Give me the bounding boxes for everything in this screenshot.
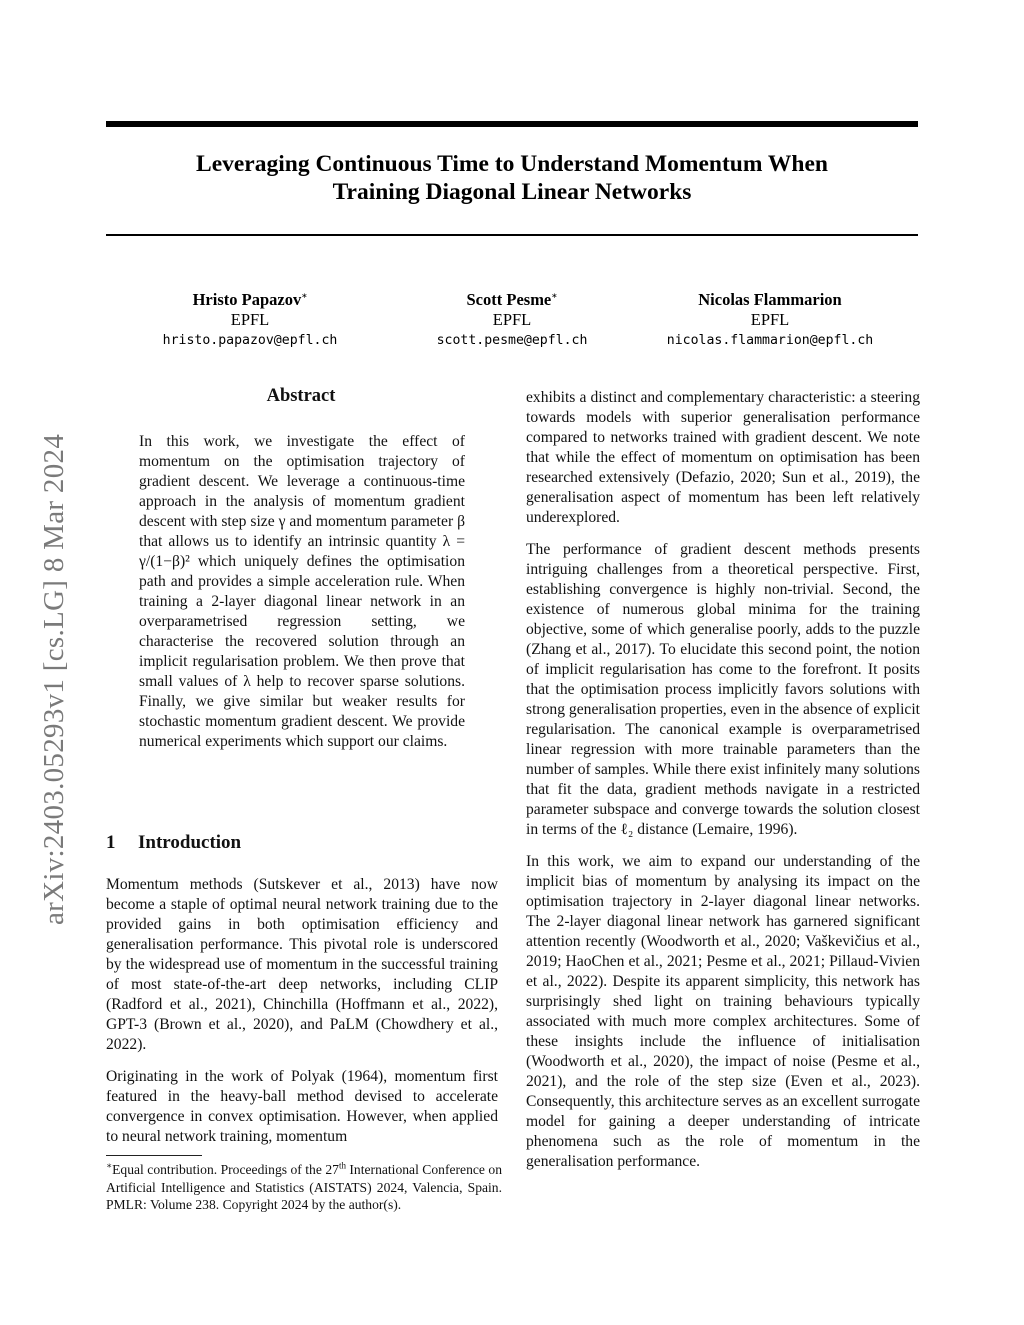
right-column-text	[526, 388, 920, 1172]
abstract-text: In this work, we investigate the effect of momentum on the optimisation trajectory of gradient descent. We leverage a continuous-time approach in the analysis of momentum gradient descent with step size γ and momentum parameter β that allows us to identify an intrinsic quantity λ = γ/(1−β)² which uniquely defines the optimisation path and provides a simple acceleration rule. When training a 2-layer diagonal linear network in an overparametrised regression setting, we characterise the recovered solution through an implicit regularisation problem. We then prove that small values of λ help to recover sparse solutions. Finally, we give similar but weaker results for stochastic momentum gradient descent. We provide numerical experiments which support our claims.	[139, 433, 465, 750]
section-heading-introduction	[106, 832, 241, 854]
paragraph: The performance of gradient descent methods presents intriguing challenges from a theoretical perspective. First, establishing convergence is highly non-trivial. Second, the existence of numerous global minima for the training objective, some of which generalise poorly, adds to the puzzle (Zhang et al., 2017). To elucidate this second point, the notion of implicit regularisation has come to the forefront. It posits that the optimisation process implicitly favors solutions with strong generalisation properties, even in the absence of explicit regularisation. The canonical example is overparametrised linear regression with more trainable parameters than the number of samples. While there exist infinitely many solutions that fit the data, gradient methods navigate in a restricted parameter subspace and converge towards the solution closest in terms of the ℓ₂ distance (Lemaire, 1996).	[526, 541, 920, 838]
paragraph: Originating in the work of Polyak (1964), momentum first featured in the heavy-ball method devised to accelerate convergence in convex optimisation. However, when applied to neural network training, momentum	[106, 1068, 498, 1145]
abstract-heading: Abstract	[266, 386, 336, 406]
paragraph: In this work, we aim to expand our understanding of the implicit bias of momentum by analysing its impact on the optimisation trajectory in 2-layer diagonal linear networks. The 2-layer diagonal linear network has garnered significant attention recently (Woodworth et al., 2020; Vaškevičius et al., 2019; HaoChen et al., 2021; Pesme et al., 2021; Pillaud-Vivien et al., 2022). Despite its apparent simplicity, this network has surprisingly shed light on training behaviours typically associated with much more complex architectures. Some of these insights include the influence of initialisation (Woodworth et al., 2020), the impact of noise (Pesme et al., 2021), and the role of the step size (Even et al., 2023). Consequently, this architecture serves as an excellent surrogate model for gaining a deeper understanding of intricate phenomena such as the role of momentum in the generalisation performance.	[526, 853, 920, 1170]
author-name: Hristo Papazov∗	[192, 290, 308, 309]
author-affiliation: EPFL	[750, 310, 790, 329]
author-email[interactable]: nicolas.flammarion@epfl.ch	[666, 333, 874, 348]
author-block-2	[382, 289, 642, 352]
footnote-rule	[106, 1155, 202, 1156]
author-affiliation: EPFL	[230, 310, 270, 329]
arxiv-identifier: arXiv:2403.05293v1 [cs.LG] 8 Mar 2024	[38, 433, 70, 925]
author-block-1	[120, 289, 380, 352]
title-line-2: Training Diagonal Linear Networks	[332, 179, 692, 205]
paragraph: Momentum methods (Sutskever et al., 2013) have now become a staple of optimal neural network training due to the provided gains in both optimisation efficiency and generalisation performance. This pivotal role is underscored by the widespread use of momentum in the successful training of most state-of-the-art deep networks, including CLIP (Radford et al., 2021), Chinchilla (Hoffmann et al., 2022), GPT-3 (Brown et al., 2020), and PaLM (Chowdhery et al., 2022).	[106, 876, 498, 1053]
footnote: ∗Equal contribution. Proceedings of the 27th International Conference on Artificial Intelligence and Statistics (AISTATS) 2024, Valencia, Spain. PMLR: Volume 238. Copyright 2024 by the author(s).	[106, 1160, 503, 1212]
author-affiliation: EPFL	[492, 310, 532, 329]
abstract-body	[139, 432, 465, 752]
lambda-formula: λ = γ/(1−β)²	[139, 533, 465, 570]
author-email[interactable]: hristo.papazov@epfl.ch	[162, 333, 338, 348]
author-block-3	[640, 289, 900, 352]
paper-title	[106, 150, 918, 206]
title-line-1: Leveraging Continuous Time to Understand Momentum When	[196, 151, 828, 177]
left-column-text	[106, 875, 498, 1147]
author-name: Scott Pesme∗	[466, 290, 558, 309]
section-number: 1	[106, 832, 116, 853]
title-top-rule	[106, 121, 918, 127]
title-bottom-rule	[106, 234, 918, 236]
author-name: Nicolas Flammarion	[698, 290, 842, 309]
section-title: Introduction	[138, 832, 242, 853]
paragraph: exhibits a distinct and complementary characteristic: a steering towards models with superior generalisation performance compared to networks trained with gradient descent. We note that while the effect of momentum on optimisation has been researched extensively (Defazio, 2020; Sun et al., 2019), the generalisation aspect of momentum has been left relatively underexplored.	[526, 389, 920, 526]
author-email[interactable]: scott.pesme@epfl.ch	[436, 333, 588, 348]
